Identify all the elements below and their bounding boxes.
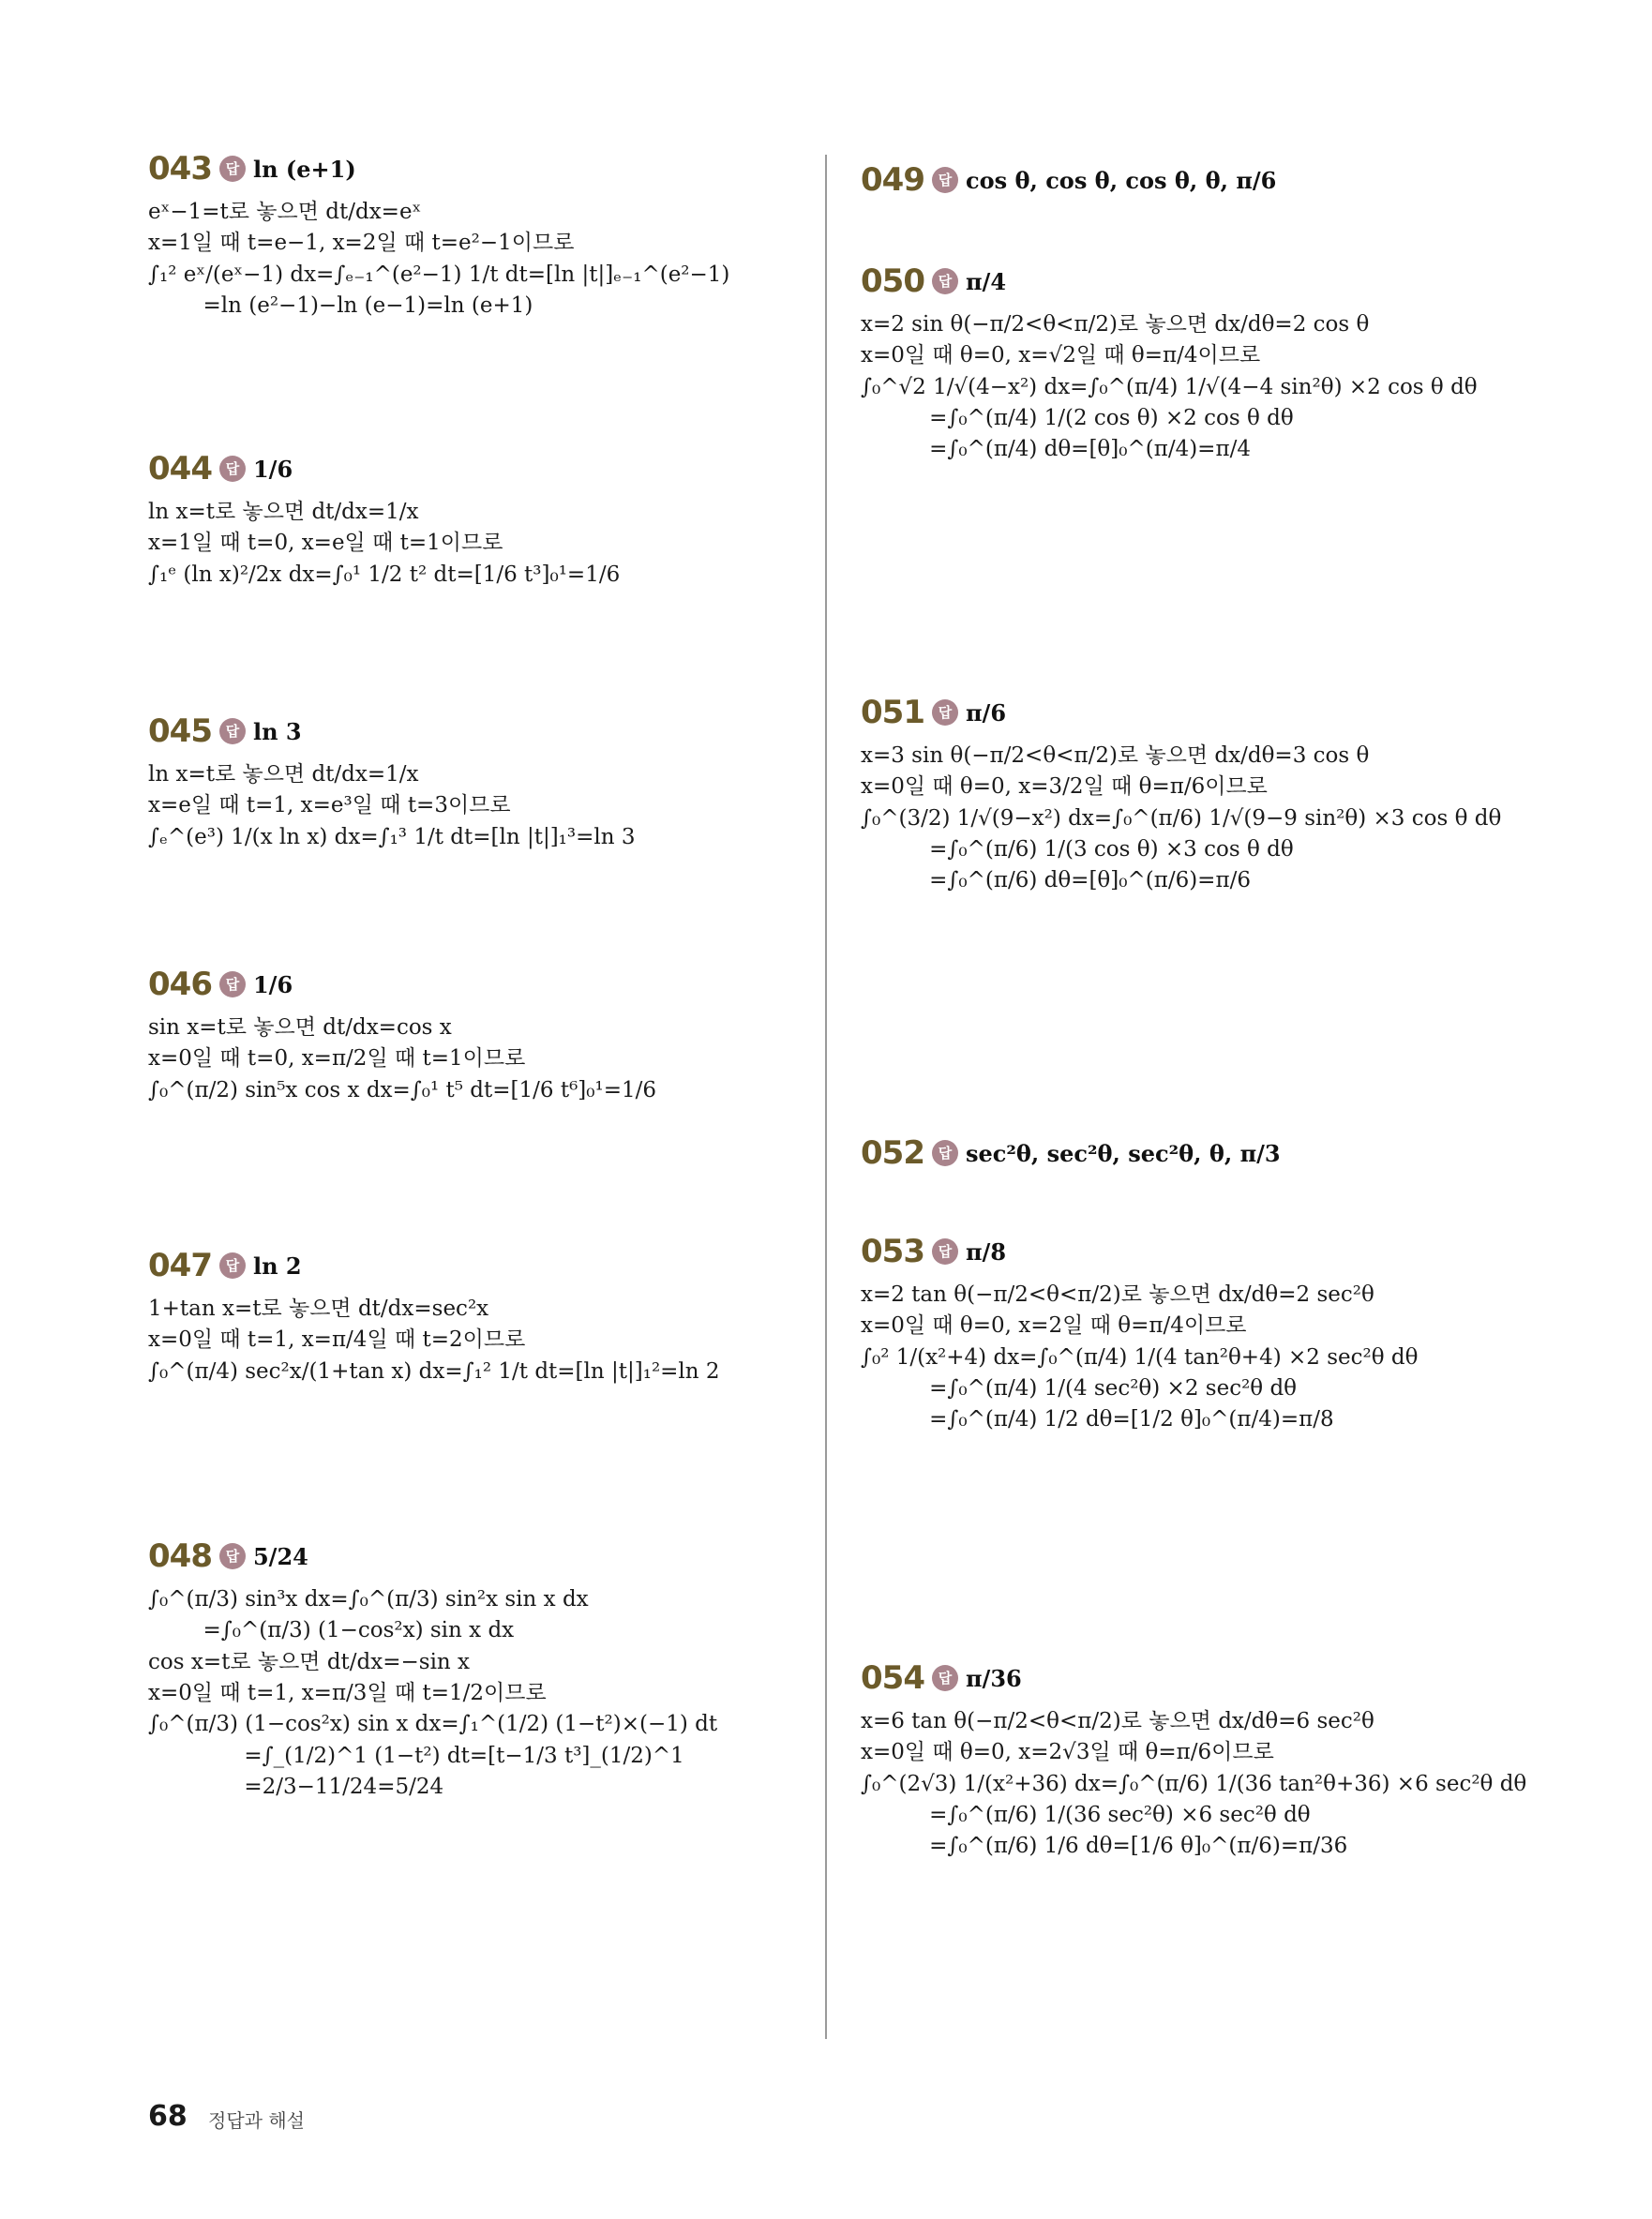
answer-badge: 답 (932, 699, 958, 726)
problem-number: 053 (861, 1233, 924, 1270)
problem-054 (861, 1650, 1527, 1863)
solution-line: x=3 sin θ(−π/2<θ<π/2)로 놓으면 dx/dθ=3 cos θ (861, 743, 1370, 768)
solution-line: =∫₀^(π/4) dθ=[θ]₀^(π/4)=π/4 (861, 437, 1251, 462)
solution-line: =∫₀^(π/6) dθ=[θ]₀^(π/6)=π/6 (861, 868, 1251, 893)
solution-line: =2/3−11/24=5/24 (148, 1775, 444, 1800)
solution-line: =∫₀^(π/4) 1/2 dθ=[1/2 θ]₀^(π/4)=π/8 (861, 1407, 1334, 1432)
solution-line: ∫₀^(π/4) sec²x/(1+tan x) dx=∫₁² 1/t dt=[ln |t|]₁²=ln 2 (148, 1358, 720, 1384)
solution-line: x=6 tan θ(−π/2<θ<π/2)로 놓으면 dx/dθ=6 sec²θ (861, 1709, 1374, 1733)
solution-line: =∫_(1/2)^1 (1−t²) dt=[t−1/3 t³]_(1/2)^1 (148, 1743, 684, 1768)
answer-text: 1/6 (252, 455, 293, 483)
answer-badge: 답 (219, 718, 246, 744)
problem-049 (861, 152, 1517, 208)
solution-line: ∫₁ᵉ (ln x)²/2x dx=∫₀¹ 1/2 t² dt=[1/6 t³]₀¹=1/6 (148, 562, 621, 587)
answer-badge: 답 (219, 156, 246, 182)
problem-number: 048 (148, 1537, 212, 1575)
problem-051 (861, 684, 1517, 897)
answer-text: ln 3 (252, 717, 302, 745)
solution-line: =ln (e²−1)−ln (e−1)=ln (e+1) (148, 293, 533, 319)
answer-text: 1/6 (252, 970, 293, 998)
answer-text: sec²θ, sec²θ, sec²θ, θ, π/3 (965, 1139, 1281, 1167)
solution-line: =∫₀^(π/4) 1/(4 sec²θ) ×2 sec²θ dθ (861, 1376, 1298, 1402)
problem-number: 047 (148, 1247, 212, 1284)
answer-text: 5/24 (252, 1542, 308, 1570)
answer-badge: 답 (932, 268, 958, 294)
problem-043 (148, 141, 804, 322)
solution-line: x=2 sin θ(−π/2<θ<π/2)로 놓으면 dx/dθ=2 cos θ (861, 312, 1370, 337)
answer-text: π/36 (965, 1664, 1022, 1692)
solution-line: ∫₁² eˣ/(eˣ−1) dx=∫ₑ₋₁^(e²−1) 1/t dt=[ln |t|]ₑ₋₁^(e²−1) (148, 262, 730, 287)
solution-line: ∫ₑ^(e³) 1/(x ln x) dx=∫₁³ 1/t dt=[ln |t|]₁³=ln 3 (148, 824, 636, 849)
problem-052 (861, 1125, 1517, 1181)
solution-line: x=0일 때 θ=0, x=2√3일 때 θ=π/6이므로 (861, 1740, 1274, 1765)
problem-number: 052 (861, 1134, 924, 1172)
solution-line: ∫₀^(2√3) 1/(x²+36) dx=∫₀^(π/6) 1/(36 tan²θ+36) ×6 sec²θ dθ (861, 1771, 1527, 1796)
problem-048 (148, 1528, 804, 1803)
problem-number: 050 (861, 262, 924, 300)
problem-044 (148, 441, 804, 591)
problem-number: 049 (861, 161, 924, 199)
problem-number: 043 (148, 150, 212, 187)
solution-line: x=0일 때 t=0, x=π/2일 때 t=1이므로 (148, 1046, 526, 1072)
problem-number: 045 (148, 712, 212, 750)
solution-line: 1+tan x=t로 놓으면 dt/dx=sec²x (148, 1297, 489, 1321)
answer-text: cos θ, cos θ, cos θ, θ, π/6 (965, 166, 1277, 194)
solution-line: ∫₀^(π/2) sin⁵x cos x dx=∫₀¹ t⁵ dt=[1/6 t⁶]₀¹=1/6 (148, 1077, 657, 1102)
answer-badge: 답 (219, 1252, 246, 1279)
solution-line: x=2 tan θ(−π/2<θ<π/2)로 놓으면 dx/dθ=2 sec²θ (861, 1282, 1374, 1307)
problem-number: 044 (148, 450, 212, 487)
solution-line: ∫₀^(3/2) 1/√(9−x²) dx=∫₀^(π/6) 1/√(9−9 sin²θ) ×3 cos θ dθ (861, 805, 1502, 831)
answer-text: π/8 (965, 1237, 1007, 1266)
answer-badge: 답 (932, 1238, 958, 1265)
solution-line: ∫₀^(π/3) (1−cos²x) sin x dx=∫₁^(1/2) (1−t²)×(−1) dt (148, 1712, 718, 1737)
answer-text: ln 2 (252, 1252, 302, 1280)
answer-badge: 답 (219, 456, 246, 482)
problem-053 (861, 1223, 1517, 1436)
problem-050 (861, 253, 1517, 466)
solution-line: x=e일 때 t=1, x=e³일 때 t=3이므로 (148, 793, 511, 818)
answer-badge: 답 (219, 971, 246, 997)
solution-line: x=1일 때 t=0, x=e일 때 t=1이므로 (148, 531, 503, 556)
solution-line: =∫₀^(π/6) 1/(36 sec²θ) ×6 sec²θ dθ (861, 1803, 1311, 1828)
solution-line: eˣ−1=t로 놓으면 dt/dx=eˣ (148, 200, 422, 224)
solution-line: x=0일 때 θ=0, x=3/2일 때 θ=π/6이므로 (861, 774, 1268, 800)
column-divider (825, 155, 827, 2039)
problem-number: 046 (148, 966, 212, 1003)
footer-label: 정답과 해설 (208, 2109, 305, 2132)
solution-line: sin x=t로 놓으면 dt/dx=cos x (148, 1015, 452, 1040)
solution-line: ∫₀^√2 1/√(4−x²) dx=∫₀^(π/4) 1/√(4−4 sin²θ) ×2 cos θ dθ (861, 374, 1478, 399)
solution-line: x=0일 때 t=1, x=π/3일 때 t=1/2이므로 (148, 1681, 547, 1706)
problem-045 (148, 703, 804, 853)
solution-line: =∫₀^(π/6) 1/6 dθ=[1/6 θ]₀^(π/6)=π/36 (861, 1834, 1348, 1859)
solution-line: ∫₀^(π/3) sin³x dx=∫₀^(π/3) sin²x sin x dx (148, 1587, 589, 1612)
solution-line: x=0일 때 t=1, x=π/4일 때 t=2이므로 (148, 1327, 526, 1353)
solution-line: x=0일 때 θ=0, x=√2일 때 θ=π/4이므로 (861, 343, 1261, 368)
problem-046 (148, 956, 804, 1106)
answer-badge: 답 (932, 1665, 958, 1691)
solution-line: x=1일 때 t=e−1, x=2일 때 t=e²−1이므로 (148, 231, 575, 256)
answer-badge: 답 (932, 1140, 958, 1166)
page-number: 68 (148, 2100, 188, 2133)
solution-line: ln x=t로 놓으면 dt/dx=1/x (148, 762, 419, 787)
solution-line: ln x=t로 놓으면 dt/dx=1/x (148, 500, 419, 524)
answer-text: π/6 (965, 698, 1007, 727)
solution-line: =∫₀^(π/4) 1/(2 cos θ) ×2 cos θ dθ (861, 406, 1294, 431)
solution-line: cos x=t로 놓으면 dt/dx=−sin x (148, 1649, 471, 1674)
solution-line: =∫₀^(π/6) 1/(3 cos θ) ×3 cos θ dθ (861, 837, 1294, 862)
answer-text: π/4 (965, 267, 1007, 295)
answer-text: ln (e+1) (252, 155, 356, 183)
answer-badge: 답 (219, 1543, 246, 1569)
solution-line: =∫₀^(π/3) (1−cos²x) sin x dx (148, 1618, 515, 1643)
problem-number: 051 (861, 694, 924, 731)
solution-line: x=0일 때 θ=0, x=2일 때 θ=π/4이므로 (861, 1313, 1247, 1339)
answer-badge: 답 (932, 167, 958, 193)
problem-047 (148, 1237, 804, 1387)
problem-number: 054 (861, 1659, 924, 1697)
solution-line: ∫₀² 1/(x²+4) dx=∫₀^(π/4) 1/(4 tan²θ+4) ×2 sec²θ dθ (861, 1344, 1419, 1370)
